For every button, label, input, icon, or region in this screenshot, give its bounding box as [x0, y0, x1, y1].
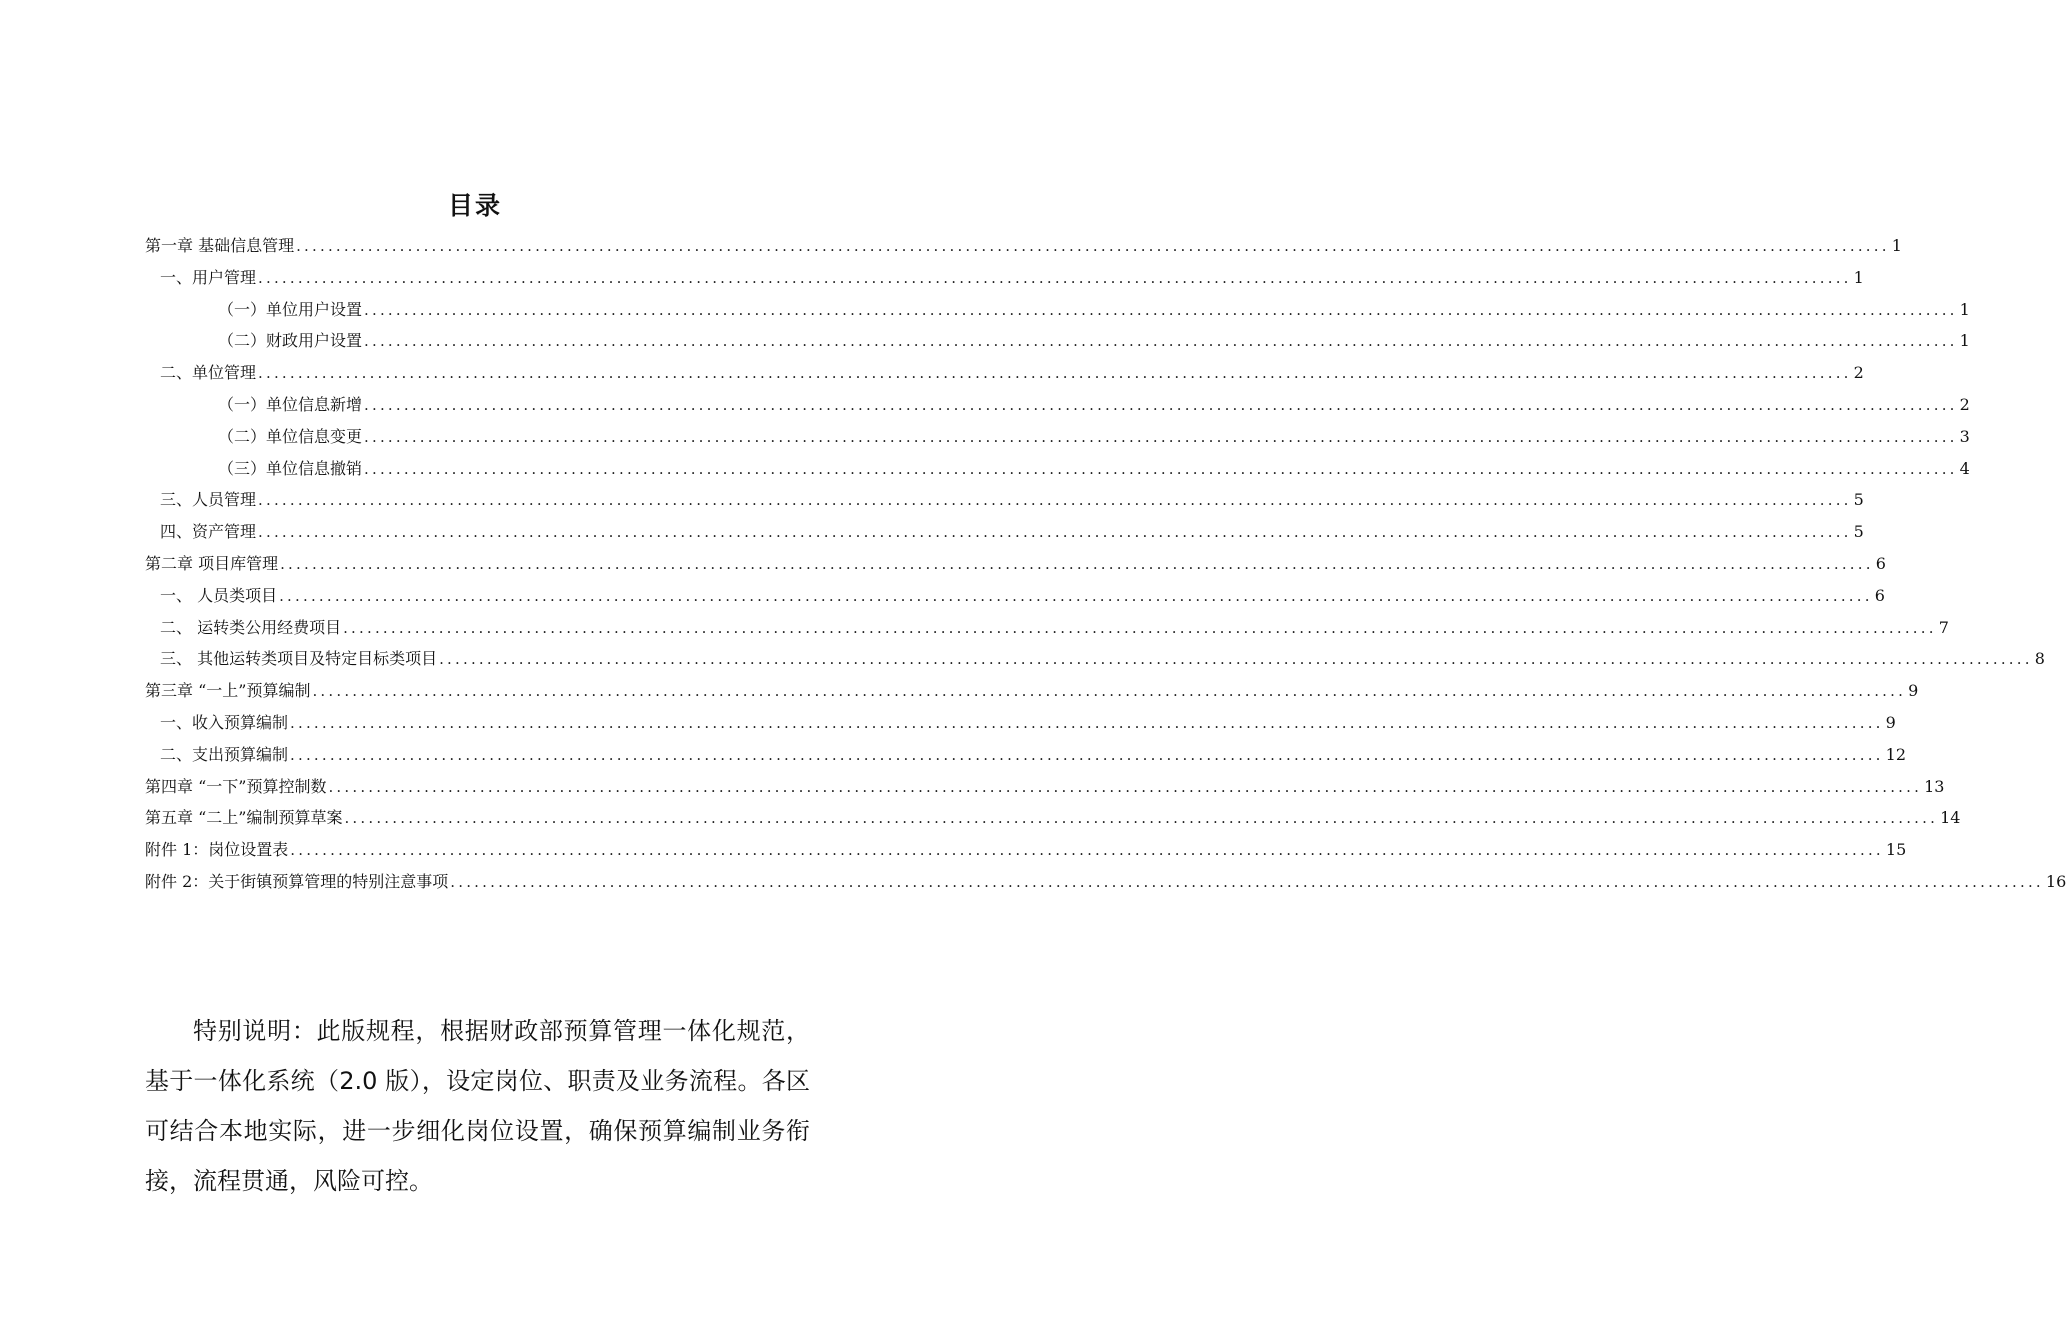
toc-entry-page: 13	[1924, 776, 1945, 796]
toc-entry[interactable]	[145, 676, 1919, 706]
toc-entry-label: （二）单位信息变更	[218, 426, 363, 446]
toc-entry-page: 12	[1885, 744, 1906, 764]
toc-dot-leader: ........................................................................................................................................................................................................	[364, 396, 1958, 414]
toc-entry-label: 第五章 “二上”编制预算草案	[145, 808, 343, 828]
toc-entry-page: 7	[1938, 617, 1949, 637]
toc-entry[interactable]	[160, 581, 1885, 611]
toc-dot-leader: ........................................................................................................................................................................................................	[290, 745, 1884, 764]
toc-entry-label: 一、收入预算编制	[160, 713, 289, 732]
toc-entry[interactable]	[145, 549, 1886, 579]
toc-entry-page: 5	[1853, 522, 1864, 542]
toc-dot-leader: ........................................................................................................................................................................................................	[364, 332, 1958, 351]
toc-entry[interactable]	[160, 708, 1896, 738]
toc-entry-page: 6	[1874, 585, 1885, 605]
toc-dot-leader: ........................................................................................................................................................................................................	[312, 682, 1907, 701]
toc-dot-leader: ........................................................................................................................................................................................................	[450, 873, 2044, 891]
toc-entry[interactable]	[218, 454, 1970, 484]
toc-entry-label: 第二章 项目库管理	[145, 554, 279, 573]
toc-entry[interactable]	[218, 326, 1970, 356]
toc-dot-leader: ........................................................................................................................................................................................................	[280, 555, 1874, 573]
toc-dot-leader: ........................................................................................................................................................................................................	[439, 650, 2033, 669]
toc-dot-leader: ........................................................................................................................................................................................................	[364, 300, 1958, 319]
toc-dot-leader: ........................................................................................................................................................................................................	[364, 459, 1958, 478]
toc-entry[interactable]	[145, 803, 1961, 833]
toc-entry-page: 9	[1908, 681, 1919, 701]
toc-entry-label: 附件 1：岗位设置表	[145, 840, 289, 860]
toc-entry-label: 附件 2：关于街镇预算管理的特别注意事项	[145, 872, 449, 891]
toc-entry[interactable]	[160, 613, 1949, 643]
special-note: 特别说明：此版规程，根据财政部预算管理一体化规范，基于一体化系统（2.0 版），设定岗位、职责及业务流程。各区可结合本地实际，进一步细化岗位设置，确保预算编制业务衔接，流程贯通，风险可控。	[145, 1017, 810, 1195]
toc-entry-label: 第四章 “一下”预算控制数	[145, 776, 327, 796]
toc-entry-label: 三、人员管理	[160, 490, 257, 510]
toc-entry-page: 1	[1853, 267, 1864, 287]
toc-entry-page: 4	[1959, 458, 1970, 478]
toc-entry[interactable]	[160, 644, 2045, 674]
toc-entry[interactable]	[218, 390, 1970, 420]
toc-entry-page: 2	[1959, 395, 1970, 414]
toc-entry-label: 二、支出预算编制	[160, 744, 289, 764]
toc-entry[interactable]	[218, 295, 1970, 325]
toc-entry-label: 第一章 基础信息管理	[145, 236, 295, 255]
toc-dot-leader: ........................................................................................................................................................................................................	[290, 841, 1884, 860]
toc-entry-page: 15	[1885, 840, 1907, 860]
toc-entry-label: 一、用户管理	[160, 267, 257, 287]
toc-entry-label: 二、单位管理	[160, 363, 257, 383]
toc-entry-label: （一）单位信息新增	[218, 395, 363, 414]
toc-entry-page: 14	[1940, 808, 1961, 828]
toc-entry-label: （三）单位信息撤销	[218, 458, 363, 478]
toc-entry[interactable]	[145, 867, 2066, 897]
toc-entry-label: 二、 运转类公用经费项目	[160, 617, 342, 637]
toc-entry[interactable]	[160, 485, 1864, 515]
page-title: 目录	[447, 191, 502, 220]
toc-entry-label: 第三章 “一上”预算编制	[145, 681, 311, 701]
toc-dot-leader: ........................................................................................................................................................................................................	[296, 237, 1890, 255]
toc-entry[interactable]	[145, 835, 1907, 865]
toc-dot-leader: ........................................................................................................................................................................................................	[364, 427, 1958, 446]
toc-entry-page: 1	[1959, 299, 1970, 319]
toc-entry[interactable]	[145, 231, 1902, 261]
toc-entry-page: 9	[1885, 713, 1896, 732]
toc-entry-page: 6	[1875, 554, 1886, 573]
toc-entry[interactable]	[160, 358, 1864, 388]
toc-entry-page: 8	[2034, 649, 2045, 669]
toc-entry[interactable]	[160, 740, 1906, 770]
toc-dot-leader: ........................................................................................................................................................................................................	[258, 523, 1852, 542]
toc-entry-page: 16	[2045, 872, 2066, 891]
toc-entry-page: 3	[1959, 426, 1970, 446]
toc-dot-leader: ........................................................................................................................................................................................................	[279, 586, 1873, 605]
toc-dot-leader: ........................................................................................................................................................................................................	[258, 364, 1852, 383]
toc-entry-page: 1	[1891, 236, 1902, 255]
toc-dot-leader: ........................................................................................................................................................................................................	[258, 268, 1852, 287]
toc-entry-page: 5	[1853, 490, 1864, 510]
toc-dot-leader: ........................................................................................................................................................................................................	[328, 777, 1923, 796]
toc-entry[interactable]	[218, 422, 1970, 452]
toc-dot-leader: ........................................................................................................................................................................................................	[344, 809, 1939, 828]
toc-entry-label: 四、资产管理	[160, 522, 257, 542]
toc-entry-page: 1	[1959, 331, 1970, 351]
toc-entry-label: （一）单位用户设置	[218, 299, 363, 319]
toc-entry[interactable]	[145, 772, 1945, 802]
toc-dot-leader: ........................................................................................................................................................................................................	[343, 618, 1937, 637]
toc-entry-page: 2	[1853, 363, 1864, 383]
toc-entry-label: 三、 其他运转类项目及特定目标类项目	[160, 649, 438, 669]
toc-entry[interactable]	[160, 263, 1864, 293]
toc-entry-label: （二）财政用户设置	[218, 331, 363, 351]
toc-dot-leader: ........................................................................................................................................................................................................	[290, 714, 1884, 732]
toc-entry[interactable]	[160, 517, 1864, 547]
toc-entry-label: 一、 人员类项目	[160, 585, 278, 605]
toc-dot-leader: ........................................................................................................................................................................................................	[258, 491, 1852, 510]
